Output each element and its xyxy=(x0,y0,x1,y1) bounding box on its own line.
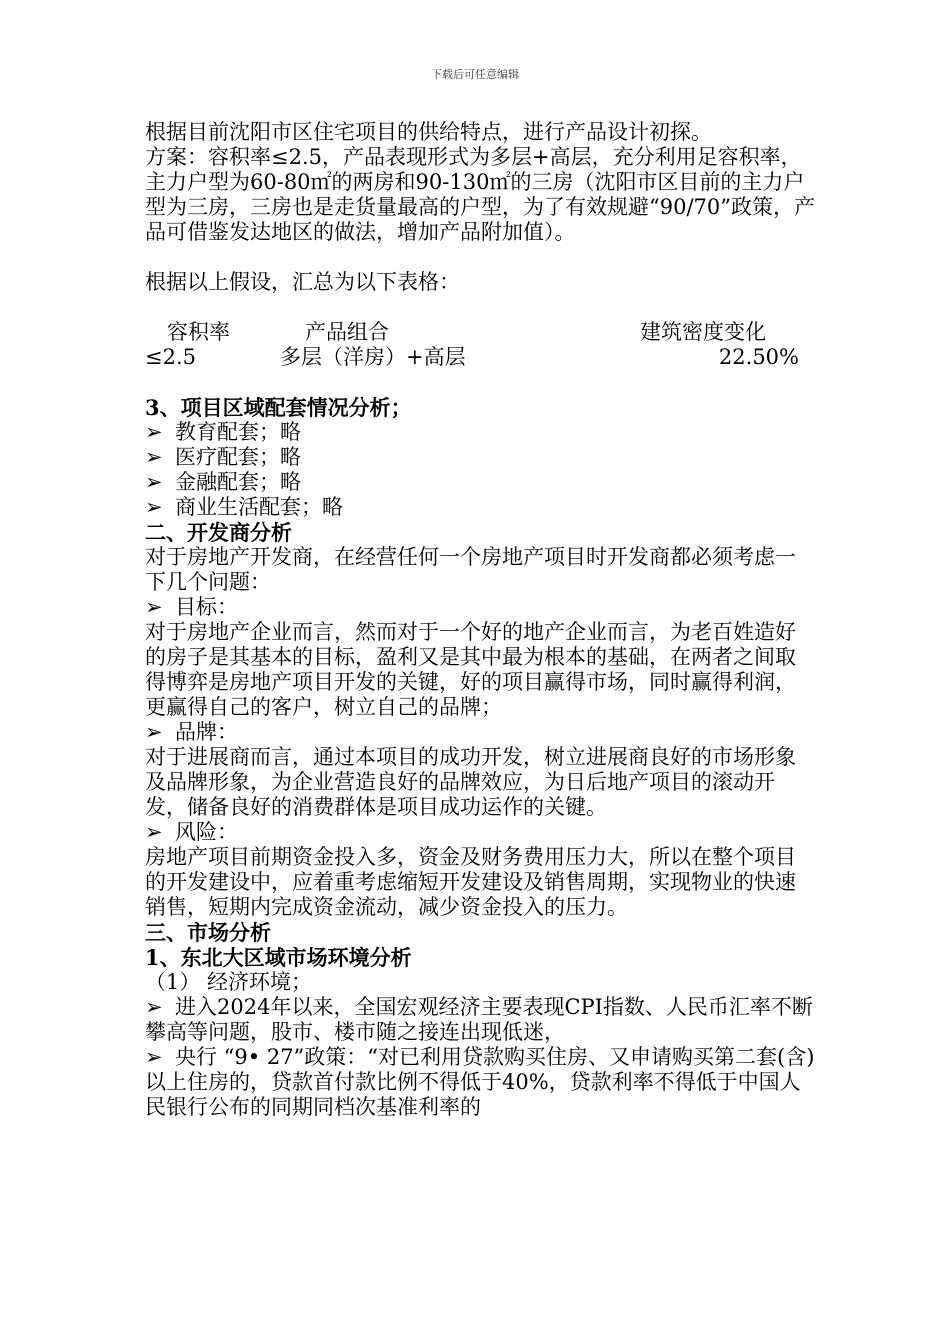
paragraph-brand: 对于进展商而言，通过本项目的成功开发，树立进展商良好的市场形象及品牌形象，为企业营造良好的品牌效应，为日后地产项目的滚动开发，储备良好的消费群体是项目成功运作的关键。 xyxy=(145,745,796,819)
table-header-cell: 建筑密度变化 xyxy=(640,320,766,344)
table-cell: 多层（洋房）+高层 xyxy=(280,345,466,369)
paragraph-developer-intro: 对于房地产开发商，在经营任何一个房地产项目时开发商都必须考虑一下几个问题： xyxy=(145,545,796,594)
summary-table xyxy=(145,320,815,370)
paragraph-risk: 房地产项目前期资金投入多，资金及财务费用压力大，所以在整个项目的开发建设中，应着重考虑缩短开发建设及销售周期，实现物业的快速销售，短期内完成资金流动，减少资金投入的压力。 xyxy=(145,845,796,919)
list-item: ➢ 商业生活配套；略 xyxy=(145,495,815,520)
list-item: ➢ 教育配套；略 xyxy=(145,420,815,445)
subsection-title-northeast: 1、东北大区域市场环境分析 xyxy=(145,945,412,970)
page-header: 下载后可任意编辑 xyxy=(431,68,519,81)
paragraph-goal: 对于房地产企业而言，然而对于一个好的地产企业而言，为老百姓造好的房子是其基本的目标，盈利又是其中最为根本的基础，在两者之间取得博弈是房地产项目开发的关键，好的项目赢得市场，同时赢得利润，更赢得自己的客户，树立自己的品牌； xyxy=(145,620,796,719)
paragraph-supply: 根据目前沈阳市区住宅项目的供给特点，进行产品设计初探。 xyxy=(145,120,712,144)
section-title-facilities: 3、项目区域配套情况分析； xyxy=(145,395,412,420)
document-body xyxy=(145,120,815,1120)
table-header-cell: 产品组合 xyxy=(305,320,389,344)
list-item-goal: ➢ 目标： xyxy=(145,595,815,620)
section-title-developer: 二、开发商分析 xyxy=(145,520,292,545)
table-cell: 22.50% xyxy=(718,345,799,369)
list-item-economy-2: ➢ 央行 “9• 27”政策：“对已利用贷款购买住房、又申请购买第二套(含)以上住房的，贷款首付款比例不得低于40%，贷款利率不得低于中国人民银行公布的同期同档次基准利率的 xyxy=(145,1045,815,1120)
table-cell: ≤2.5 xyxy=(145,345,196,369)
paragraph-summary: 根据以上假设，汇总为以下表格： xyxy=(145,270,460,294)
list-item-risk: ➢ 风险： xyxy=(145,820,815,845)
list-item: ➢ 医疗配套；略 xyxy=(145,445,815,470)
section-title-market: 三、市场分析 xyxy=(145,920,271,945)
table-header-cell: 容积率 xyxy=(167,320,230,344)
subsection-title-economy: （1） 经济环境； xyxy=(145,970,313,994)
paragraph-plan: 方案：容积率≤2.5，产品表现形式为多层+高层，充分利用足容积率，主力户型为60-80㎡的两房和90-130㎡的三房（沈阳市区目前的主力户型为三房，三房也是走货量最高的户型，为了有效规避“90/70”政策，产品可借鉴发达地区的做法，增加产品附加值）。 xyxy=(145,145,815,244)
list-item-brand: ➢ 品牌： xyxy=(145,720,815,745)
list-item: ➢ 金融配套；略 xyxy=(145,470,815,495)
list-item-economy-1: ➢ 进入2024年以来，全国宏观经济主要表现CPI指数、人民币汇率不断攀高等问题，股市、楼市随之接连出现低迷， xyxy=(145,995,815,1045)
